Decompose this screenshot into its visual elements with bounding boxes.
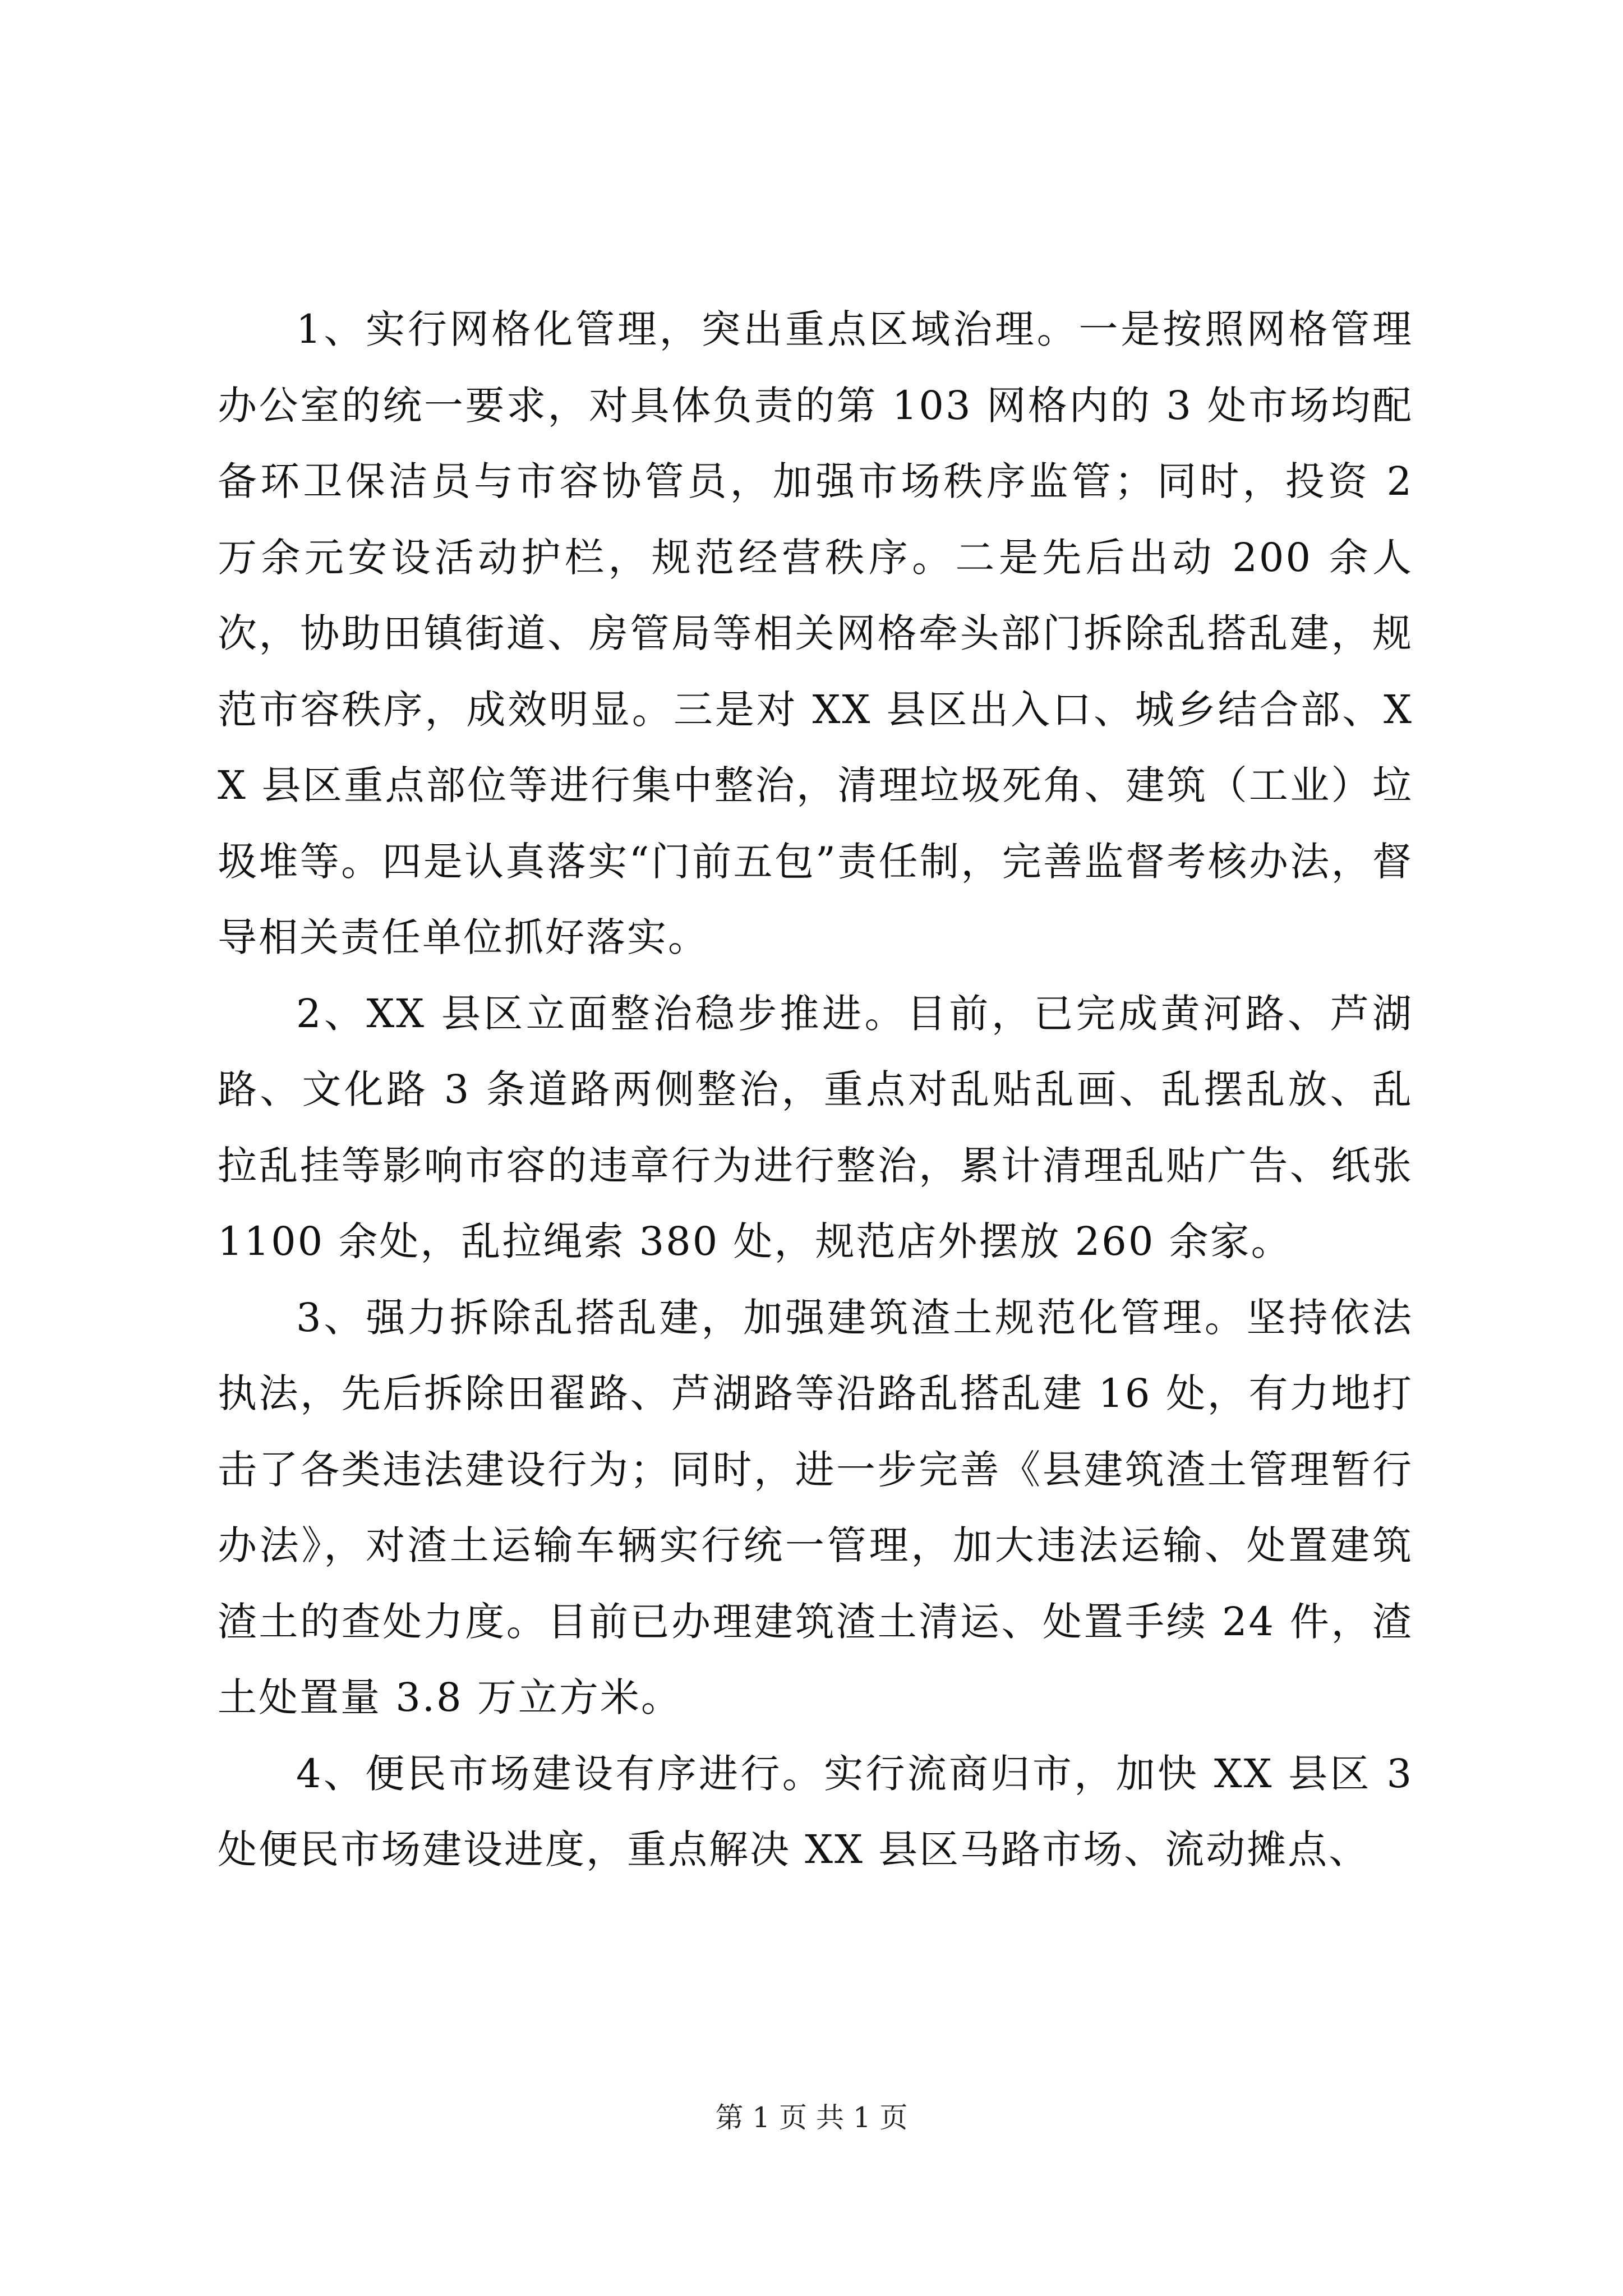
document-body [218,292,1413,1888]
paragraph-2: 2、XX 县区立面整治稳步推进。目前，已完成黄河路、芦湖路、文化路 3 条道路两侧整治，重点对乱贴乱画、乱摆乱放、乱拉乱挂等影响市容的违章行为进行整治，累计清理乱贴广告、纸张 1100 余处，乱拉绳索 380 处，规范店外摆放 260 余家。 [218,990,1413,1264]
page-number-label: 第 1 页 共 1 页 [715,2101,908,2134]
paragraph-4: 4、便民市场建设有序进行。实行流商归市，加快 XX 县区 3 处便民市场建设进度，重点解决 XX 县区马路市场、流动摊点、 [218,1750,1413,1872]
page-footer [0,2098,1623,2137]
paragraph-1: 1、实行网格化管理，突出重点区域治理。一是按照网格管理办公室的统一要求，对具体负责的第 103 网格内的 3 处市场均配备环卫保洁员与市容协管员，加强市场秩序监管；同时，投资 2 万余元安设活动护栏，规范经营秩序。二是先后出动 200 余人次，协助田镇街道、房管局等相关网格牵头部门拆除乱搭乱建，规范市容秩序，成效明显。三是对 XX 县区出入口、城乡结合部、XX 县区重点部位等进行集中整治，清理垃圾死角、建筑（工业）垃圾堆等。四是认真落实“门前五包”责任制，完善监督考核办法，督导相关责任单位抓好落实。 [218,306,1413,960]
paragraph-3: 3、强力拆除乱搭乱建，加强建筑渣土规范化管理。坚持依法执法，先后拆除田翟路、芦湖路等沿路乱搭乱建 16 处，有力地打击了各类违法建设行为；同时，进一步完善《县建筑渣土管理暂行办法》，对渣土运输车辆实行统一管理，加大违法运输、处置建筑渣土的查处力度。目前已办理建筑渣土清运、处置手续 24 件，渣土处置量 3.8 万立方米。 [218,1294,1413,1720]
